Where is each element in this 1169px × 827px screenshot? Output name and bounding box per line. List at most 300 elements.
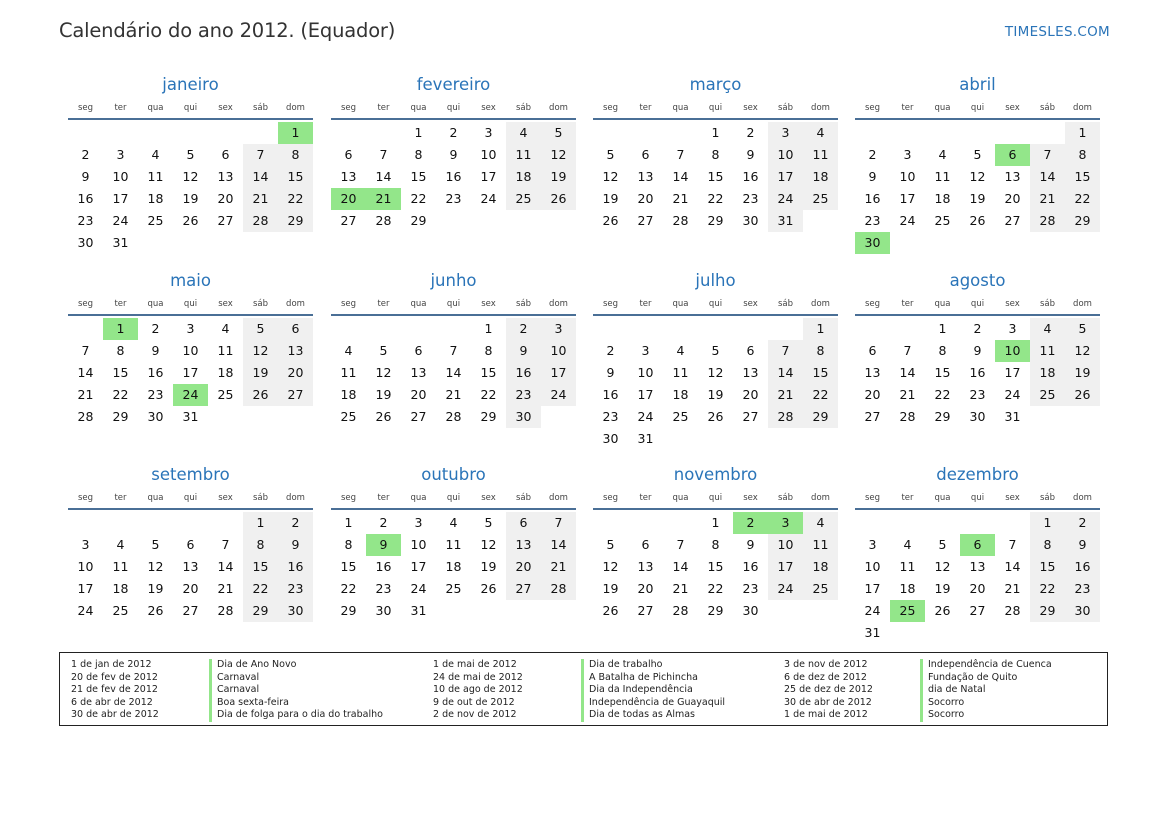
day-cell: 17 bbox=[768, 166, 803, 188]
weekday-label: seg bbox=[340, 103, 357, 113]
day-cell: 17 bbox=[899, 191, 916, 206]
empty-cell bbox=[733, 318, 768, 340]
weekday-label: sex bbox=[743, 103, 758, 113]
legend-holiday-name: Dia de trabalho bbox=[581, 659, 725, 672]
day-cell: 17 bbox=[480, 169, 497, 184]
day-cell: 7 bbox=[676, 147, 685, 162]
empty-cell bbox=[663, 122, 698, 144]
day-cell: 1 bbox=[1030, 512, 1065, 534]
day-cell: 25 bbox=[672, 409, 689, 424]
day-cell: 23 bbox=[742, 581, 759, 596]
day-cell: 22 bbox=[1065, 188, 1100, 210]
weekday-label: qua bbox=[147, 103, 164, 113]
day-cell: 4 bbox=[449, 515, 458, 530]
day-cell: 4 bbox=[803, 122, 838, 144]
day-grid bbox=[331, 318, 576, 428]
day-cell: 21 bbox=[243, 188, 278, 210]
day-cell: 30 bbox=[742, 213, 759, 228]
day-cell: 3 bbox=[768, 122, 803, 144]
month-name: outubro bbox=[421, 465, 486, 484]
legend-date: 1 de mai de 2012 bbox=[784, 709, 868, 721]
weekday-label: seg bbox=[77, 299, 94, 309]
day-cell: 26 bbox=[969, 213, 986, 228]
day-cell: 2 bbox=[449, 125, 458, 140]
day-cell: 30 bbox=[147, 409, 164, 424]
legend-holiday-name: Fundação de Quito bbox=[920, 672, 1052, 685]
month-janeiro bbox=[68, 72, 313, 254]
day-cell: 2 bbox=[868, 147, 877, 162]
weekday-label: qui bbox=[183, 103, 198, 113]
day-cell: 5 bbox=[938, 537, 947, 552]
day-cell: 12 bbox=[541, 144, 576, 166]
day-cell: 30 bbox=[375, 603, 392, 618]
day-cell: 27 bbox=[340, 213, 357, 228]
empty-cell bbox=[925, 122, 960, 144]
day-cell: 30 bbox=[1065, 600, 1100, 622]
day-grid bbox=[855, 318, 1100, 428]
day-cell: 28 bbox=[768, 406, 803, 428]
day-cell: 17 bbox=[541, 362, 576, 384]
day-cell: 29 bbox=[243, 600, 278, 622]
day-cell: 2 bbox=[506, 318, 541, 340]
day-cell: 14 bbox=[1030, 166, 1065, 188]
day-cell: 28 bbox=[1004, 603, 1021, 618]
legend-date: 2 de nov de 2012 bbox=[433, 709, 517, 721]
day-cell: 13 bbox=[864, 365, 881, 380]
day-cell: 13 bbox=[742, 365, 759, 380]
day-cell: 24 bbox=[410, 581, 427, 596]
day-grid bbox=[68, 318, 313, 428]
weekday-label: ter bbox=[901, 299, 914, 309]
day-cell: 4 bbox=[803, 512, 838, 534]
day-cell: 31 bbox=[768, 210, 803, 232]
day-cell: 9 bbox=[746, 537, 755, 552]
day-cell: 12 bbox=[969, 169, 986, 184]
day-cell: 15 bbox=[934, 365, 951, 380]
legend-holiday-name: Dia de folga para o dia do trabalho bbox=[209, 709, 383, 722]
weekday-label: qui bbox=[708, 299, 723, 309]
month-name: abril bbox=[959, 75, 996, 94]
day-cell: 20 bbox=[637, 581, 654, 596]
weekday-label: qui bbox=[708, 103, 723, 113]
holiday-day-cell: 21 bbox=[366, 188, 401, 210]
day-cell: 3 bbox=[903, 147, 912, 162]
weekday-label: qui bbox=[970, 299, 985, 309]
day-cell: 2 bbox=[81, 147, 90, 162]
weekday-header bbox=[855, 488, 1100, 510]
day-cell: 24 bbox=[864, 603, 881, 618]
weekday-header bbox=[593, 98, 838, 120]
empty-cell bbox=[925, 512, 960, 534]
day-cell: 25 bbox=[445, 581, 462, 596]
day-cell: 4 bbox=[221, 321, 230, 336]
day-cell: 16 bbox=[77, 191, 94, 206]
legend-holiday-name: Carnaval bbox=[209, 672, 383, 685]
day-cell: 2 bbox=[151, 321, 160, 336]
empty-cell bbox=[628, 512, 663, 534]
day-cell: 18 bbox=[672, 387, 689, 402]
day-cell: 13 bbox=[340, 169, 357, 184]
holiday-day-cell: 30 bbox=[855, 232, 890, 254]
holiday-day-cell: 20 bbox=[331, 188, 366, 210]
legend-dates-col-3 bbox=[784, 659, 873, 722]
day-cell: 26 bbox=[375, 409, 392, 424]
day-cell: 25 bbox=[803, 578, 838, 600]
day-cell: 11 bbox=[934, 169, 951, 184]
weekday-label: qua bbox=[934, 103, 951, 113]
legend-date: 30 de abr de 2012 bbox=[71, 709, 159, 721]
day-cell: 13 bbox=[217, 169, 234, 184]
day-cell: 4 bbox=[676, 343, 685, 358]
day-cell: 24 bbox=[899, 213, 916, 228]
weekday-label: qua bbox=[934, 299, 951, 309]
day-cell: 19 bbox=[243, 362, 278, 384]
legend-date: 25 de dez de 2012 bbox=[784, 684, 873, 696]
legend-date: 10 de ago de 2012 bbox=[433, 684, 523, 696]
day-cell: 24 bbox=[768, 188, 803, 210]
day-cell: 10 bbox=[541, 340, 576, 362]
day-cell: 15 bbox=[707, 559, 724, 574]
holiday-day-cell: 9 bbox=[366, 534, 401, 556]
day-cell: 17 bbox=[77, 581, 94, 596]
day-cell: 1 bbox=[711, 125, 720, 140]
weekday-label: sex bbox=[218, 493, 233, 503]
day-grid bbox=[68, 512, 313, 622]
day-cell: 26 bbox=[147, 603, 164, 618]
day-cell: 18 bbox=[934, 191, 951, 206]
empty-cell bbox=[138, 122, 173, 144]
empty-cell bbox=[138, 512, 173, 534]
legend-date: 6 de dez de 2012 bbox=[784, 671, 867, 683]
day-cell: 12 bbox=[243, 340, 278, 362]
weekday-label: ter bbox=[639, 493, 652, 503]
day-cell: 1 bbox=[243, 512, 278, 534]
day-cell: 5 bbox=[973, 147, 982, 162]
day-cell: 25 bbox=[112, 603, 129, 618]
day-cell: 24 bbox=[637, 409, 654, 424]
day-cell: 10 bbox=[182, 343, 199, 358]
weekday-label: dom bbox=[286, 493, 305, 503]
empty-cell bbox=[855, 318, 890, 340]
day-cell: 21 bbox=[768, 384, 803, 406]
site-link[interactable]: TIMESLES.COM bbox=[1004, 24, 1110, 40]
month-name: novembro bbox=[673, 465, 758, 484]
day-cell: 4 bbox=[506, 122, 541, 144]
day-cell: 6 bbox=[221, 147, 230, 162]
day-cell: 29 bbox=[934, 409, 951, 424]
day-cell: 17 bbox=[410, 559, 427, 574]
weekday-label: sex bbox=[481, 103, 496, 113]
empty-cell bbox=[855, 122, 890, 144]
day-cell: 14 bbox=[768, 362, 803, 384]
day-cell: 15 bbox=[480, 365, 497, 380]
weekday-label: dom bbox=[1073, 103, 1092, 113]
holiday-day-cell: 6 bbox=[960, 534, 995, 556]
weekday-header bbox=[68, 294, 313, 316]
day-cell: 5 bbox=[711, 343, 720, 358]
day-cell: 15 bbox=[1030, 556, 1065, 578]
weekday-label: ter bbox=[114, 299, 127, 309]
day-cell: 18 bbox=[803, 556, 838, 578]
day-cell: 28 bbox=[899, 409, 916, 424]
day-grid bbox=[593, 122, 838, 232]
day-cell: 22 bbox=[707, 581, 724, 596]
weekday-label: sáb bbox=[777, 103, 794, 113]
day-cell: 12 bbox=[602, 559, 619, 574]
day-cell: 2 bbox=[746, 125, 755, 140]
day-cell: 1 bbox=[1065, 122, 1100, 144]
empty-cell bbox=[995, 122, 1030, 144]
day-cell: 11 bbox=[899, 559, 916, 574]
day-cell: 29 bbox=[112, 409, 129, 424]
weekday-label: dom bbox=[811, 103, 830, 113]
day-cell: 19 bbox=[147, 581, 164, 596]
weekday-label: sáb bbox=[1039, 103, 1056, 113]
day-cell: 2 bbox=[606, 343, 615, 358]
day-cell: 14 bbox=[217, 559, 234, 574]
day-cell: 21 bbox=[445, 387, 462, 402]
day-cell: 7 bbox=[1008, 537, 1017, 552]
empty-cell bbox=[243, 122, 278, 144]
day-cell: 13 bbox=[506, 534, 541, 556]
day-cell: 14 bbox=[899, 365, 916, 380]
weekday-label: dom bbox=[549, 103, 568, 113]
weekday-label: qui bbox=[446, 103, 461, 113]
day-cell: 3 bbox=[81, 537, 90, 552]
empty-cell bbox=[960, 512, 995, 534]
day-cell: 15 bbox=[340, 559, 357, 574]
weekday-label: qua bbox=[410, 299, 427, 309]
day-cell: 19 bbox=[480, 559, 497, 574]
day-cell: 11 bbox=[340, 365, 357, 380]
empty-cell bbox=[68, 512, 103, 534]
weekday-header bbox=[68, 98, 313, 120]
day-cell: 16 bbox=[602, 387, 619, 402]
month-setembro bbox=[68, 462, 313, 622]
day-cell: 21 bbox=[1004, 581, 1021, 596]
weekday-label: qua bbox=[410, 103, 427, 113]
day-cell: 9 bbox=[449, 147, 458, 162]
legend-holiday-name: Independência de Guayaquil bbox=[581, 697, 725, 710]
day-cell: 5 bbox=[606, 537, 615, 552]
day-cell: 9 bbox=[746, 147, 755, 162]
weekday-label: qui bbox=[446, 493, 461, 503]
day-cell: 19 bbox=[602, 191, 619, 206]
weekday-label: dom bbox=[286, 103, 305, 113]
empty-cell bbox=[436, 318, 471, 340]
day-cell: 18 bbox=[147, 191, 164, 206]
day-cell: 20 bbox=[217, 191, 234, 206]
weekday-label: seg bbox=[864, 493, 881, 503]
day-cell: 29 bbox=[707, 603, 724, 618]
empty-cell bbox=[960, 122, 995, 144]
day-cell: 18 bbox=[506, 166, 541, 188]
day-cell: 1 bbox=[711, 515, 720, 530]
weekday-label: qui bbox=[708, 493, 723, 503]
page-title: Calendário do ano 2012. (Equador) bbox=[59, 19, 396, 42]
day-cell: 27 bbox=[410, 409, 427, 424]
day-cell: 19 bbox=[707, 387, 724, 402]
day-cell: 19 bbox=[375, 387, 392, 402]
month-fevereiro bbox=[331, 72, 576, 232]
empty-cell bbox=[890, 512, 925, 534]
day-grid bbox=[855, 512, 1100, 644]
legend-dates-col-2 bbox=[433, 659, 523, 722]
day-cell: 27 bbox=[1004, 213, 1021, 228]
day-cell: 13 bbox=[637, 559, 654, 574]
day-cell: 4 bbox=[344, 343, 353, 358]
day-cell: 22 bbox=[707, 191, 724, 206]
day-cell: 6 bbox=[186, 537, 195, 552]
month-maio bbox=[68, 268, 313, 428]
month-name: setembro bbox=[151, 465, 230, 484]
day-cell: 7 bbox=[379, 147, 388, 162]
day-cell: 20 bbox=[182, 581, 199, 596]
day-cell: 19 bbox=[969, 191, 986, 206]
day-cell: 23 bbox=[602, 409, 619, 424]
day-cell: 31 bbox=[112, 235, 129, 250]
legend-date: 30 de abr de 2012 bbox=[784, 696, 872, 708]
day-cell: 18 bbox=[899, 581, 916, 596]
day-cell: 5 bbox=[243, 318, 278, 340]
weekday-label: sex bbox=[481, 299, 496, 309]
day-cell: 14 bbox=[77, 365, 94, 380]
weekday-label: sáb bbox=[777, 493, 794, 503]
day-cell: 10 bbox=[768, 144, 803, 166]
day-cell: 20 bbox=[742, 387, 759, 402]
day-cell: 23 bbox=[969, 387, 986, 402]
weekday-label: sáb bbox=[515, 493, 532, 503]
day-cell: 10 bbox=[410, 537, 427, 552]
day-cell: 18 bbox=[112, 581, 129, 596]
day-cell: 23 bbox=[742, 191, 759, 206]
day-cell: 3 bbox=[414, 515, 423, 530]
month-julho bbox=[593, 268, 838, 450]
empty-cell bbox=[628, 122, 663, 144]
day-cell: 15 bbox=[243, 556, 278, 578]
weekday-label: sex bbox=[218, 103, 233, 113]
day-cell: 26 bbox=[602, 213, 619, 228]
holiday-day-cell: 10 bbox=[995, 340, 1030, 362]
day-cell: 26 bbox=[243, 384, 278, 406]
month-abril bbox=[855, 72, 1100, 254]
day-cell: 31 bbox=[864, 625, 881, 640]
holiday-day-cell: 24 bbox=[173, 384, 208, 406]
day-cell: 12 bbox=[707, 365, 724, 380]
empty-cell bbox=[173, 122, 208, 144]
weekday-label: sex bbox=[218, 299, 233, 309]
empty-cell bbox=[890, 318, 925, 340]
day-cell: 12 bbox=[147, 559, 164, 574]
day-cell: 16 bbox=[147, 365, 164, 380]
day-cell: 3 bbox=[1008, 321, 1017, 336]
day-cell: 7 bbox=[449, 343, 458, 358]
empty-cell bbox=[401, 318, 436, 340]
day-grid bbox=[855, 122, 1100, 254]
empty-cell bbox=[208, 122, 243, 144]
day-cell: 19 bbox=[1065, 362, 1100, 384]
day-cell: 12 bbox=[934, 559, 951, 574]
holiday-day-cell: 1 bbox=[103, 318, 138, 340]
day-cell: 8 bbox=[938, 343, 947, 358]
day-cell: 10 bbox=[899, 169, 916, 184]
day-cell: 9 bbox=[278, 534, 313, 556]
day-cell: 23 bbox=[375, 581, 392, 596]
day-cell: 14 bbox=[541, 534, 576, 556]
day-cell: 7 bbox=[541, 512, 576, 534]
legend-dates-col-1 bbox=[71, 659, 159, 722]
day-cell: 9 bbox=[1065, 534, 1100, 556]
day-cell: 7 bbox=[1030, 144, 1065, 166]
day-cell: 20 bbox=[278, 362, 313, 384]
day-cell: 8 bbox=[278, 144, 313, 166]
day-cell: 12 bbox=[1065, 340, 1100, 362]
weekday-label: ter bbox=[114, 493, 127, 503]
day-cell: 17 bbox=[112, 191, 129, 206]
weekday-label: dom bbox=[549, 493, 568, 503]
day-cell: 7 bbox=[81, 343, 90, 358]
day-cell: 13 bbox=[182, 559, 199, 574]
day-cell: 30 bbox=[278, 600, 313, 622]
day-cell: 4 bbox=[938, 147, 947, 162]
day-cell: 23 bbox=[864, 213, 881, 228]
day-cell: 23 bbox=[445, 191, 462, 206]
weekday-label: ter bbox=[377, 103, 390, 113]
day-cell: 10 bbox=[864, 559, 881, 574]
legend-holiday-name: Carnaval bbox=[209, 684, 383, 697]
weekday-header bbox=[331, 294, 576, 316]
day-cell: 16 bbox=[1065, 556, 1100, 578]
weekday-label: dom bbox=[1073, 493, 1092, 503]
day-cell: 11 bbox=[506, 144, 541, 166]
day-cell: 4 bbox=[151, 147, 160, 162]
day-cell: 12 bbox=[480, 537, 497, 552]
weekday-label: ter bbox=[377, 299, 390, 309]
weekday-header bbox=[855, 294, 1100, 316]
day-cell: 7 bbox=[676, 537, 685, 552]
day-cell: 28 bbox=[243, 210, 278, 232]
weekday-label: sáb bbox=[515, 299, 532, 309]
day-cell: 20 bbox=[969, 581, 986, 596]
day-cell: 13 bbox=[278, 340, 313, 362]
day-cell: 10 bbox=[480, 147, 497, 162]
weekday-label: seg bbox=[77, 493, 94, 503]
day-cell: 23 bbox=[147, 387, 164, 402]
holiday-day-cell: 2 bbox=[733, 512, 768, 534]
day-cell: 28 bbox=[672, 213, 689, 228]
empty-cell bbox=[768, 318, 803, 340]
day-cell: 18 bbox=[340, 387, 357, 402]
day-cell: 22 bbox=[480, 387, 497, 402]
day-cell: 28 bbox=[445, 409, 462, 424]
weekday-label: sex bbox=[743, 493, 758, 503]
day-cell: 11 bbox=[217, 343, 234, 358]
weekday-header bbox=[593, 488, 838, 510]
weekday-label: qua bbox=[672, 103, 689, 113]
day-cell: 5 bbox=[541, 122, 576, 144]
day-cell: 15 bbox=[803, 362, 838, 384]
day-cell: 2 bbox=[973, 321, 982, 336]
holiday-legend bbox=[59, 652, 1108, 726]
day-cell: 5 bbox=[484, 515, 493, 530]
day-cell: 1 bbox=[344, 515, 353, 530]
day-cell: 11 bbox=[803, 534, 838, 556]
weekday-label: sáb bbox=[252, 299, 269, 309]
day-cell: 10 bbox=[112, 169, 129, 184]
weekday-header bbox=[68, 488, 313, 510]
day-cell: 19 bbox=[934, 581, 951, 596]
weekday-header bbox=[331, 98, 576, 120]
